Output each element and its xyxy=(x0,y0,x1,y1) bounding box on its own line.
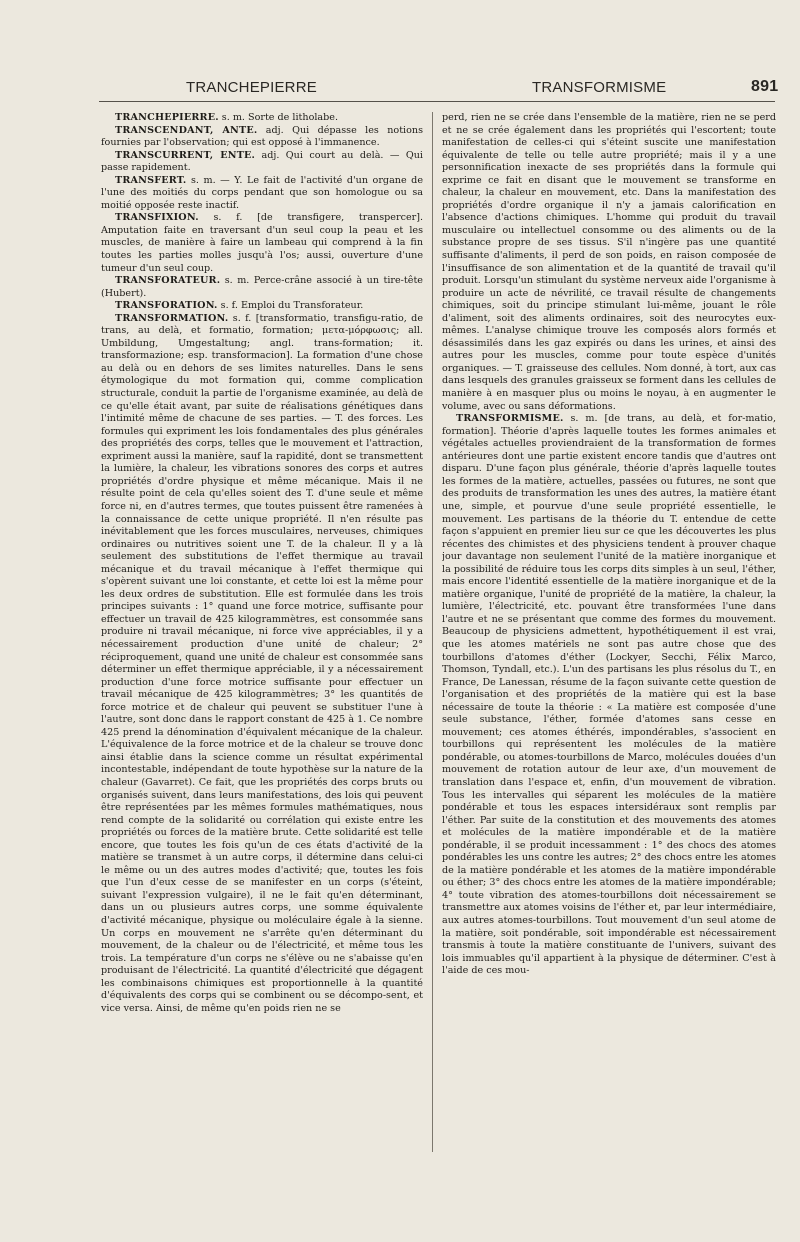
entry-text: s. m. — Y. Le fait de l'activité d'un organe de l'une des moitiés du corps pendant que son homologue ou sa moitié opposée reste inactif. xyxy=(101,174,423,211)
entry-headword: TRANCHEPIERRE. xyxy=(115,112,219,123)
entry-transformation-continued xyxy=(442,112,776,413)
entry-transforation xyxy=(101,300,423,313)
entry-text: adj. Qui dépasse les notions fournies par l'observation; qui est opposé à l'immanence. xyxy=(101,124,423,149)
entry-headword: TRANSFERT. xyxy=(115,174,187,186)
entry-text: s. m. Perce-crâne associé à un tire-tête (Hubert). xyxy=(101,275,423,299)
right-guideword: TRANSFORMISME xyxy=(532,79,667,96)
entry-transfert xyxy=(101,175,423,213)
entry-headword: TRANSCENDANT, ANTE. xyxy=(115,124,258,136)
entry-headword: TRANSFIXION. xyxy=(115,212,199,224)
header-rule xyxy=(99,101,775,102)
column-divider xyxy=(432,112,433,1152)
entry-transforateur xyxy=(101,275,423,300)
entry-text: adj. Qui court au delà. — Qui passe rapidement. xyxy=(101,149,423,174)
left-guideword: TRANCHEPIERRE xyxy=(186,79,317,96)
entry-headword: TRANSCURRENT, ENTE. xyxy=(115,149,256,161)
entry-transcurrent xyxy=(101,150,423,175)
entry-headword: TRANSFORATION. xyxy=(115,300,218,312)
entry-text: perd, rien ne se crée dans l'ensemble de la matière, rien ne se perd et ne se crée également dans les propriétés qui l'escortent; toute manifestation de celles-ci qui s'éteint suscite une manifestation équivalente de telle ou telle autre propriété; mais il y a une personnification inexacte de ses propriétés dans la formule qui exprime ce fait en disant que le mouvement se transforme en chaleur, la chaleur en mouvement, etc. Dans la manifestation des propriétés d'ordre organique il n'y a jamais calorification en l'absence d'actions chimiques. L'homme qui produit du travail musculaire ou intellectuel consomme ou des aliments ou de la substance propre de ses tissus. S'il n'ingère pas une quantité suffisante d'aliments, il perd de son poids, en raison composée de l'insuffisance de son alimentation et de la quantité de travail qu'il produit. Lorsqu'un stimulant du système nerveux aide l'organisme à produire un acte de névrilité, ce travail résulte de changements chimiques, soit du principe stimulant lui-même, jouant le rôle d'aliment, soit des aliments ordinaires, soit des neurocytes eux-mêmes. L'analyse chimique trouve les composés alors formés et désassimilés dans les gaz expirés ou dans les urines, et ainsi des autres pour les muscles, comme pour toute espèce d'unités organiques. — T. graisseuse des cellules. Nom donné, à tort, aux cas dans lesquels des granules graisseux se forment dans les cellules de manière à en masquer plus ou moins le noyau, à en augmenter le volume, avec ou sans déformations. xyxy=(442,112,776,412)
entry-transformisme xyxy=(442,413,776,978)
entry-headword: TRANSFORMISME. xyxy=(456,413,564,425)
entry-text: s. f. Emploi du Transforateur. xyxy=(217,300,364,312)
entry-transformation xyxy=(101,313,423,1016)
entry-text: s. m. Sorte de litholabe. xyxy=(218,112,339,123)
entry-transfixion xyxy=(101,212,423,275)
entry-headword: TRANSFORATEUR. xyxy=(115,275,221,287)
left-column xyxy=(101,112,423,1162)
entry-tranchepierre xyxy=(101,112,423,125)
entry-text: s. m. [de trans, au delà, et for-matio, formation]. Théorie d'après laquelle toutes les formes animales et végétales actuelles proviendraient de la transformation de formes antérieures dont une partie existent encore tandis que d'autres ont disparu. D'une façon plus générale, théorie d'après laquelle toutes les formes de la matière, actuelles, passées ou futures, ne sont que des produits de transformation les unes des autres, la matière étant une, simple, et pourvue d'une seule propriété essentielle, le mouvement. Les partisans de la théorie du T. entendue de cette façon s'appuient en premier lieu sur ce que les découvertes les plus récentes des chimistes et des physiciens tendent à prouver chaque jour davantage non seulement l'unité de la matière inorganique et la possibilité de réduire tous les corps dits simples à un seul, l'éther, mais encore l'identité essentielle de la matière inorganique et de la matière organique, l'unité de propriété de la matière, la chaleur, la lumière, l'électricité, etc. pouvant être transformées l'une dans l'autre et ne se présentant que comme des formes du mouvement. Beaucoup de physiciens admettent, hypothétiquement il est vrai, que les atomes matériels ne sont pas autre chose que des tourbillons d'atomes d'éther (Lockyer, Secchi, Félix Marco, Thomson, Tyndall, etc.). L'un des partisans les plus résolus du T., en France, De Lanessan, résume de la façon suivante cette question de l'organisation et des propriétés de la matière qui est la base nécessaire de toute la théorie : « La matière est composée d'une seule substance, l'éther, formée d'atomes sans cesse en mouvement; ces atomes éthérés, impondérables, s'associent en tourbillons qui représentent les molécules de la matière pondérable, ou atomes-tourbillons de Marco, molécules douées d'un mouvement de rotation autour de leur axe, d'un mouvement de translation dans l'espace et, enfin, d'un mouvement de vibration. Tous les intervalles qui séparent les molécules de la matière pondérable et tous les espaces intersidéraux sont remplis par l'éther. Par suite de la constitution et des mouvements des atomes et molécules de la matière impondérable et de la matière pondérable, il se produit incessamment : 1° des chocs des atomes pondérables les uns contre les autres; 2° des chocs entre les atomes de la matière pondérable et les atomes de la matière impondérable ou éther; 3° des chocs entre les atomes de la matière impondérable; 4° toute vibration des atomes-tourbillons doit nécessairement se transmettre aux atomes voisins de l'éther et, par leur intermédiaire, aux autres atomes-tourbillons. Tout mouvement d'un seul atome de la matière, soit pondérable, soit impondérable est nécessairement transmis à toute la matière constituante de l'univers, suivant des lois immuables qu'il appartient à la physique de déterminer. C'est à l'aide de ces mou- xyxy=(442,413,776,977)
entry-transcendant xyxy=(101,125,423,150)
entry-text: s. f. [transformatio, transfigu-ratio, de trans, au delà, et formatio, formation; μετα-μόρφωσις; all. Umbildung, Umgestaltung; angl. trans-formation; it. transformazione; esp. transformacion]. La formation d'une chose au delà ou en dehors de ses limites naturelles. Dans le sens étymologique du mot formation qui, comme complication structurale, conduit la partie de l'organisme examinée, au delà de ce qu'elle était avant, par suite de réalisations génétiques dans l'intimité même de chacune de ses parties. — T. des forces. Les formules qui expriment les lois fondamentales des plus générales des propriétés des corps, telles que le mouvement et l'attraction, expriment aussi la manière, sauf la rapidité, dont se transmettent la lumière, la chaleur, les vibrations sonores des corps et autres propriétés d'ordre physique et même mécanique. Mais il ne résulte point de cela qu'elles soient des T. d'une seule et même force ni, en d'autres termes, que toutes puissent être ramenées à la connaissance de cette unique propriété. Il n'en résulte pas inévitablement que les forces musculaires, nerveuses, chimiques ordinaires ou nutritives soient une T. de la chaleur. Il y a là seulement des substitutions de l'effet thermique au travail mécanique et du travail mécanique à l'effet thermique qui s'opèrent suivant une loi constante, et cette loi est la même pour les deux ordres de substitution. Elle est formulée dans les trois principes suivants : 1° quand une force motrice, suffisante pour effectuer un travail de 425 kilogrammètres, est consommée sans produire ni travail mécanique, ni force vive appréciables, il y a nécessairement production d'une unité de chaleur; 2° réciproquement, quand une unité de chaleur est consommée sans déterminer un effet thermique appréciable, il y a nécessairement production d'une force motrice suffisante pour effectuer un travail mécanique de 425 kilogrammètres; 3° les quantités de force motrice et de chaleur qui peuvent se substituer l'une à l'autre, sont donc dans le rapport constant de 425 à 1. Ce nombre 425 prend la dénomination d'équivalent mécanique de la chaleur. L'équivalence de la force motrice et de la chaleur se trouve donc ainsi établie dans la science comme un résultat expérimental incontestable, indépendant de toute hypothèse sur la nature de la chaleur (Gavarret). Ce fait, que les propriétés des corps bruts ou organisés suivent, dans leurs manifestations, des lois qui peuvent être représentées par les mêmes formules mathématiques, nous rend compte de la solidarité ou corrélation qui existe entre les propriétés ou forces de la matière brute. Cette solidarité est telle encore, que toutes les fois qu'un de ces états d'activité de la matière se transmet à un autre corps, il détermine dans celui-ci le même ou un des autres modes d'activité; que, toutes les fois que l'un d'eux cesse de se manifester en un corps (s'éteint, suivant l'expression vulgaire), il ne le fait qu'en déterminant, dans un ou plusieurs autres corps, une somme équivalente d'activité mécanique, physique ou moléculaire égale à la sienne. Un corps en mouvement ne s'arrête qu'en déterminant du mouvement, de la chaleur ou de l'électricité, et même tous les trois. La température d'un corps ne s'élève ou ne s'abaisse qu'en produisant de l'électricité. La quantité d'électricité que dégagent les combinaisons chimiques est proportionnelle à la quantité d'équivalents des corps qui se combinent ou se décompo-sent, et vice versa. Ainsi, de même qu'en poids rien ne se xyxy=(101,312,423,1014)
entry-headword: TRANSFORMATION. xyxy=(115,312,229,324)
page-number: 891 xyxy=(751,78,779,95)
right-column xyxy=(442,112,776,1162)
entry-text: s. f. [de transfigere, transpercer]. Amputation faite en traversant d'un seul coup la peau et les muscles, de manière à faire un lambeau qui comprend à la fin toutes les parties molles jusqu'à l'os; aussi, ouverture d'une tumeur d'un seul coup. xyxy=(101,212,423,274)
